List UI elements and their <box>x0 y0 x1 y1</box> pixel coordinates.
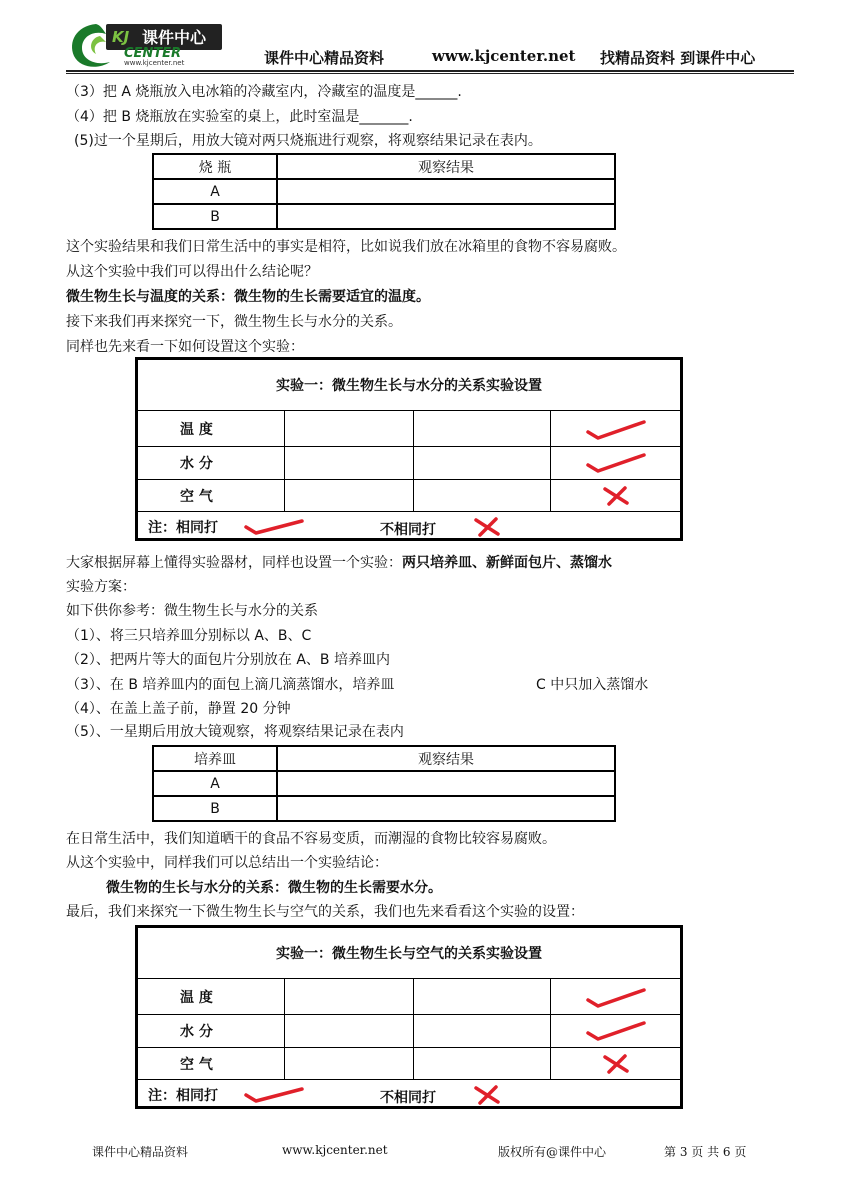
header-site-url[interactable]: www.kjcenter.net <box>432 47 576 65</box>
table-header: 培养皿 <box>153 746 277 771</box>
note-diff-label: 不相同打 <box>380 1090 436 1106</box>
row-label: 空 气 <box>138 1048 285 1080</box>
note-diff-label: 不相同打 <box>380 522 436 538</box>
text-line: （3）把 A 烧瓶放入电冰箱的冷藏室内，冷藏室的温度是______. <box>66 84 462 100</box>
check-mark-icon <box>551 447 681 480</box>
header-site-name: 课件中心精品资料 <box>264 49 385 67</box>
text-line: 最后，我们来探究一下微生物生长与空气的关系，我们也先来看看这个实验的设置： <box>66 904 584 920</box>
table-cell <box>277 796 615 821</box>
text-line: C 中只加入蒸馏水 <box>536 677 649 693</box>
row-label: 水 分 <box>138 447 285 480</box>
check-mark-icon <box>551 411 681 447</box>
setup-table-water <box>135 357 683 541</box>
text-line: (5)过一个星期后，用放大镜对两只烧瓶进行观察，将观察结果记录在表内。 <box>74 133 542 149</box>
cross-mark-icon <box>551 480 681 512</box>
text-line: 从这个实验中，同样我们可以总结出一个实验结论： <box>66 855 388 871</box>
text-line: （2）、把两片等大的面包片分别放在 A、B 培养皿内 <box>66 652 390 668</box>
table-header: 观察结果 <box>277 154 615 179</box>
footer-copyright: 版权所有@课件中心 <box>498 1145 607 1159</box>
footer-site-name: 课件中心精品资料 <box>92 1145 189 1159</box>
header-rule <box>66 70 794 72</box>
row-label: 温 度 <box>138 979 285 1015</box>
table-cell: B <box>153 204 277 229</box>
logo-url: www.kjcenter.net <box>124 59 185 67</box>
footer-page-number: 第 3 页 共 6 页 <box>664 1145 747 1159</box>
text-line: 如下供你参考：微生物生长与水分的关系 <box>66 603 318 619</box>
text-line: 同样也先来看一下如何设置这个实验： <box>66 339 304 355</box>
table-cell <box>277 204 615 229</box>
setup-title: 实验一：微生物生长与水分的关系实验设置 <box>138 360 680 411</box>
text-line: （3）、在 B 培养皿内的面包上滴几滴蒸馏水，培养皿 <box>66 677 395 693</box>
materials-text: 两只培养皿、新鲜面包片、蒸馏水 <box>402 555 612 571</box>
text-line: （4）、在盖上盖子前，静置 20 分钟 <box>66 701 291 717</box>
footer-url[interactable]: www.kjcenter.net <box>282 1143 388 1157</box>
table-cell: A <box>153 179 277 204</box>
cross-mark-icon <box>551 1048 681 1080</box>
logo <box>66 20 222 70</box>
observation-table-flask <box>152 153 616 230</box>
note-same-label: 注：相同打 <box>148 1088 218 1104</box>
logo-chinese: 课件中心 <box>142 28 207 47</box>
conclusion-line: 微生物的生长与水分的关系：微生物的生长需要水分。 <box>106 880 442 896</box>
text-line: （5）、一星期后用放大镜观察，将观察结果记录在表内 <box>66 724 404 740</box>
conclusion-line: 微生物生长与温度的关系：微生物的生长需要适宜的温度。 <box>66 289 430 305</box>
observation-table-dish <box>152 745 616 822</box>
cross-mark-icon <box>472 1084 502 1106</box>
text-line: 实验方案： <box>66 579 136 595</box>
check-mark-icon <box>244 517 306 537</box>
header-rule-thin <box>66 73 794 74</box>
header-slogan: 找精品资料 到课件中心 <box>600 49 756 67</box>
row-label: 空 气 <box>138 480 285 512</box>
table-cell: A <box>153 771 277 796</box>
text-line: 这个实验结果和我们日常生活中的事实是相符，比如说我们放在冰箱里的食物不容易腐败。 <box>66 239 626 255</box>
text-line <box>66 553 612 573</box>
note-same-label: 注：相同打 <box>148 520 218 536</box>
text-span: 大家根据屏幕上懂得实验器材，同样也设置一个实验： <box>66 555 402 571</box>
cross-mark-icon <box>472 516 502 538</box>
text-line: 从这个实验中我们可以得出什么结论呢？ <box>66 264 318 280</box>
row-label: 温 度 <box>138 411 285 447</box>
table-cell <box>277 771 615 796</box>
text-line: 在日常生活中，我们知道晒干的食品不容易变质，而潮湿的食物比较容易腐败。 <box>66 831 556 847</box>
check-mark-icon <box>551 1015 681 1048</box>
logo-kj: KJ <box>112 28 130 46</box>
table-header: 烧 瓶 <box>153 154 277 179</box>
text-line: 接下来我们再来探究一下，微生物生长与水分的关系。 <box>66 314 402 330</box>
setup-title: 实验一：微生物生长与空气的关系实验设置 <box>138 928 680 979</box>
check-mark-icon <box>244 1085 306 1105</box>
setup-table-air <box>135 925 683 1109</box>
table-cell <box>277 179 615 204</box>
table-header: 观察结果 <box>277 746 615 771</box>
text-line: （4）把 B 烧瓶放在实验室的桌上，此时室温是_______. <box>66 109 413 125</box>
text-line: （1）、将三只培养皿分别标以 A、B、C <box>66 628 312 644</box>
row-label: 水 分 <box>138 1015 285 1048</box>
check-mark-icon <box>551 979 681 1015</box>
logo-center: CENTER <box>124 46 182 61</box>
table-cell: B <box>153 796 277 821</box>
